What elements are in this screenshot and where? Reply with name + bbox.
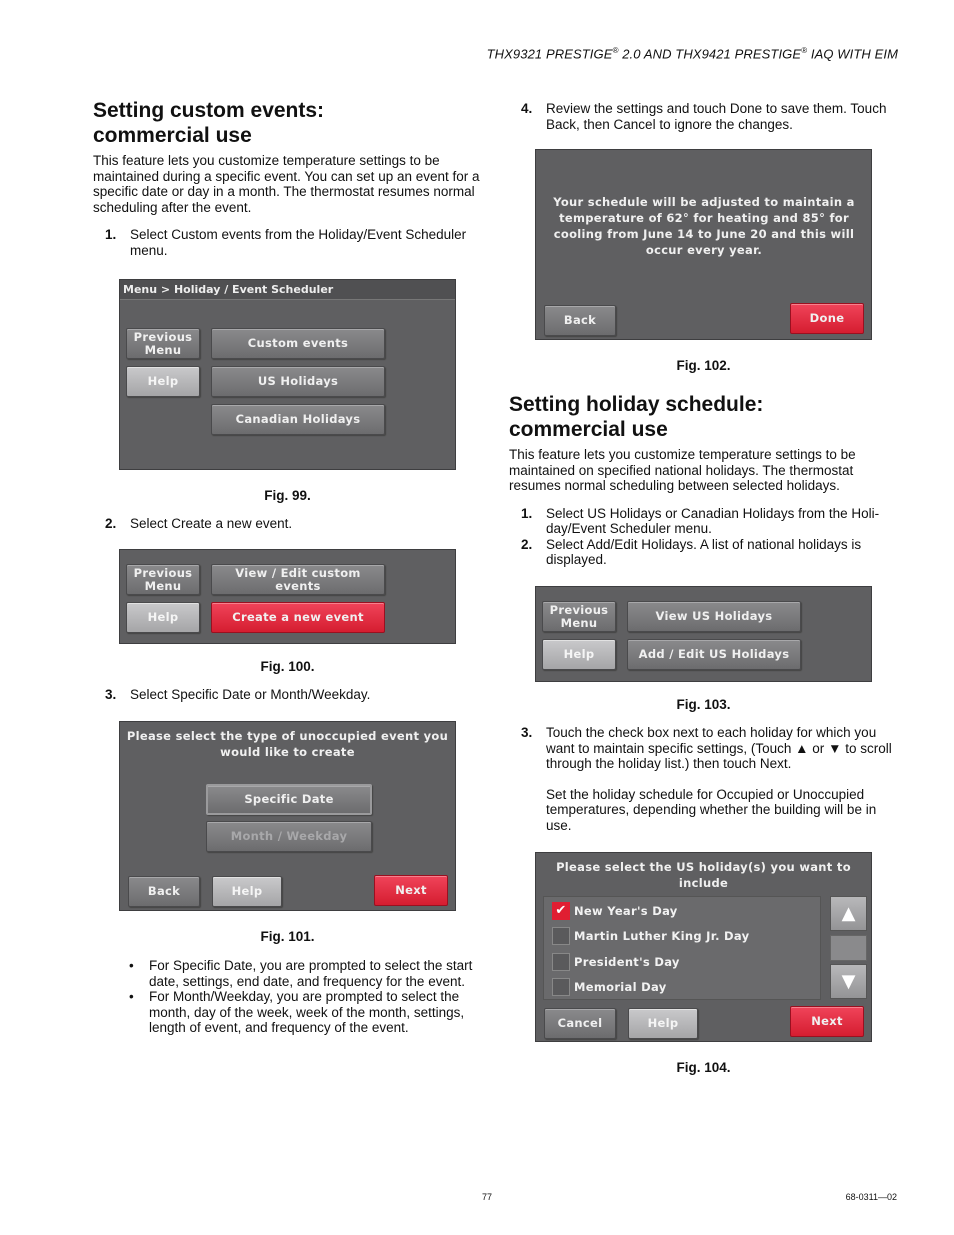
scroll-down-button[interactable]: [830, 964, 867, 999]
checkbox-icon[interactable]: [552, 953, 570, 971]
fig99-screen: [119, 279, 456, 470]
fig99-caption: Fig. 99.: [264, 488, 311, 503]
fig100-screen: [119, 549, 456, 644]
up-arrow-icon: ▲: [795, 740, 809, 756]
holiday-section: [509, 392, 901, 568]
list-item[interactable]: [544, 923, 820, 948]
header-model-a: THX9321 PRESTIGE: [486, 46, 613, 62]
step-text: Set the holiday schedule for Occupied or Unoccupied temperatures, depending whether the building will be in use.: [546, 786, 877, 833]
view-edit-custom-events-button[interactable]: View / Edit custom events: [211, 564, 385, 595]
fig101-caption: Fig. 101.: [260, 929, 315, 944]
holiday-select-prompt: Please select the US holiday(s) you want to include: [556, 860, 851, 890]
step-text: Select Add/Edit Holidays. A list of national holidays is displayed.: [546, 536, 862, 567]
step-number: 1.: [521, 505, 533, 521]
fig103-screen: [535, 586, 872, 682]
step-number: 2.: [521, 536, 533, 552]
help-button[interactable]: Help: [212, 876, 282, 907]
view-us-holidays-button[interactable]: View US Holidays: [627, 601, 801, 632]
help-button[interactable]: Help: [126, 366, 200, 397]
checkbox-icon[interactable]: [552, 927, 570, 945]
previous-menu-button[interactable]: Previous Menu: [542, 601, 616, 632]
header-model-b: 2.0 AND THX9421 PRESTIGE: [618, 46, 802, 62]
running-header: [487, 46, 898, 61]
step-text: to scroll through the holiday list.) then touch Next.: [546, 740, 892, 771]
registered-mark: ®: [612, 46, 619, 55]
event-type-notes: [93, 958, 485, 1036]
bullet-specific-date: • For Specific Date, you are prompted to select the start date, settings, end date, and frequency for the event.: [93, 958, 485, 989]
step-number: 1.: [105, 227, 117, 242]
previous-menu-button[interactable]: Previous Menu: [126, 564, 200, 595]
back-button[interactable]: Back: [128, 876, 200, 907]
fig102-caption: Fig. 102.: [676, 358, 731, 373]
us-holidays-button[interactable]: US Holidays: [211, 366, 385, 397]
step-text: Select Create a new event.: [130, 516, 293, 531]
down-arrow-icon: ▼: [828, 740, 842, 756]
schedule-confirmation-message: Your schedule will be adjusted to maintain a temperature of 62° for heating and 85° for cooling from June 14 to June 20 and this will occur every year.: [553, 195, 855, 257]
fig102-screen: [535, 149, 872, 340]
down-arrow-icon: ▼: [841, 971, 856, 992]
add-edit-us-holidays-button[interactable]: Add / Edit US Holidays: [627, 639, 801, 670]
holiday-list: [543, 896, 821, 1000]
holiday-step-3: [509, 725, 901, 772]
done-button[interactable]: Done: [790, 303, 864, 334]
page-number: 77: [482, 1192, 493, 1202]
step-3: [93, 687, 485, 703]
step-text-or: or: [812, 740, 825, 756]
holiday-step-3-note: [509, 787, 901, 834]
fig104-caption: Fig. 104.: [676, 1060, 731, 1075]
step-4: [509, 101, 901, 132]
holiday-step-1: [509, 506, 901, 537]
section-title-custom-events: [93, 98, 485, 148]
document-code: 68-0311—02: [845, 1192, 897, 1202]
fig104-screen: [535, 852, 872, 1042]
custom-events-button[interactable]: Custom events: [211, 328, 385, 359]
step-text: Select Specific Date or Month/Weekday.: [130, 687, 371, 702]
list-item[interactable]: [544, 898, 820, 923]
help-button[interactable]: Help: [126, 602, 200, 633]
help-button[interactable]: Help: [628, 1008, 698, 1039]
help-button[interactable]: Help: [542, 639, 616, 670]
holiday-label: Memorial Day: [574, 979, 667, 994]
holiday-label: New Year's Day: [574, 903, 678, 918]
step-number: 2.: [105, 516, 117, 531]
checkbox-icon[interactable]: [552, 978, 570, 996]
step-text: Touch the check box next to each holiday for which you want to maintain specific settings, (Touch: [546, 725, 877, 756]
holiday-label: Martin Luther King Jr. Day: [574, 928, 750, 943]
fig101-screen: [119, 721, 456, 911]
step-text: Select US Holidays or Canadian Holidays from the Holi-day/Event Scheduler menu.: [546, 505, 880, 536]
step-number: 3.: [521, 725, 533, 740]
next-button[interactable]: Next: [790, 1006, 864, 1037]
next-button[interactable]: Next: [374, 875, 448, 906]
header-tail: IAQ WITH EIM: [807, 46, 898, 62]
fig100-caption: Fig. 100.: [260, 659, 315, 674]
step-2: [93, 516, 485, 532]
section-title-holiday-schedule: [509, 392, 901, 442]
bullet-month-weekday: • For Month/Weekday, you are prompted to select the month, day of the week, week of the month, settings, length of event, and frequency of the event.: [93, 989, 485, 1036]
registered-mark: ®: [801, 46, 808, 55]
step-text: Review the settings and touch Done to save them. Touch Back, then Cancel to ignore the changes.: [546, 101, 887, 132]
fig103-caption: Fig. 103.: [676, 697, 731, 712]
create-new-event-button[interactable]: Create a new event: [211, 602, 385, 633]
step-number: 3.: [105, 687, 117, 702]
cancel-button[interactable]: Cancel: [544, 1008, 616, 1039]
list-item[interactable]: [544, 949, 820, 974]
title-line-1: Setting holiday schedule:: [509, 393, 764, 416]
custom-events-intro: This feature lets you customize temperature settings to be maintained during a specific event. You can set up an event for a specific date or day in a month. The thermostat resumes normal scheduling after the event.: [93, 153, 480, 215]
list-item[interactable]: [544, 974, 820, 999]
step-1: [93, 227, 485, 258]
canadian-holidays-button[interactable]: Canadian Holidays: [211, 404, 385, 435]
back-button[interactable]: Back: [544, 305, 616, 336]
scroll-track[interactable]: [830, 935, 867, 961]
checkbox-checked-icon[interactable]: ✔: [552, 902, 570, 920]
holiday-label: President's Day: [574, 954, 680, 969]
specific-date-button[interactable]: Specific Date: [206, 784, 372, 815]
holiday-step-2: [509, 537, 901, 568]
left-column: [93, 98, 485, 258]
holiday-step-3-block: [509, 725, 901, 833]
title-line-1: Setting custom events:: [93, 99, 325, 122]
previous-menu-button[interactable]: Previous Menu: [126, 328, 200, 359]
step-number: 4.: [521, 101, 533, 116]
title-line-2: commercial use: [93, 124, 252, 147]
month-weekday-button[interactable]: Month / Weekday: [206, 821, 372, 852]
event-type-prompt: Please select the type of unoccupied event you would like to create: [126, 729, 449, 759]
holiday-intro: This feature lets you customize temperature settings to be maintained on specified national holidays. The thermostat resumes normal scheduling between selected holidays.: [509, 447, 856, 493]
scroll-up-button[interactable]: [830, 896, 867, 931]
step-text: Select Custom events from the Holiday/Event Scheduler menu.: [130, 227, 467, 258]
breadcrumb: Menu > Holiday / Event Scheduler: [120, 280, 455, 300]
up-arrow-icon: ▲: [841, 903, 856, 924]
title-line-2: commercial use: [509, 418, 668, 441]
